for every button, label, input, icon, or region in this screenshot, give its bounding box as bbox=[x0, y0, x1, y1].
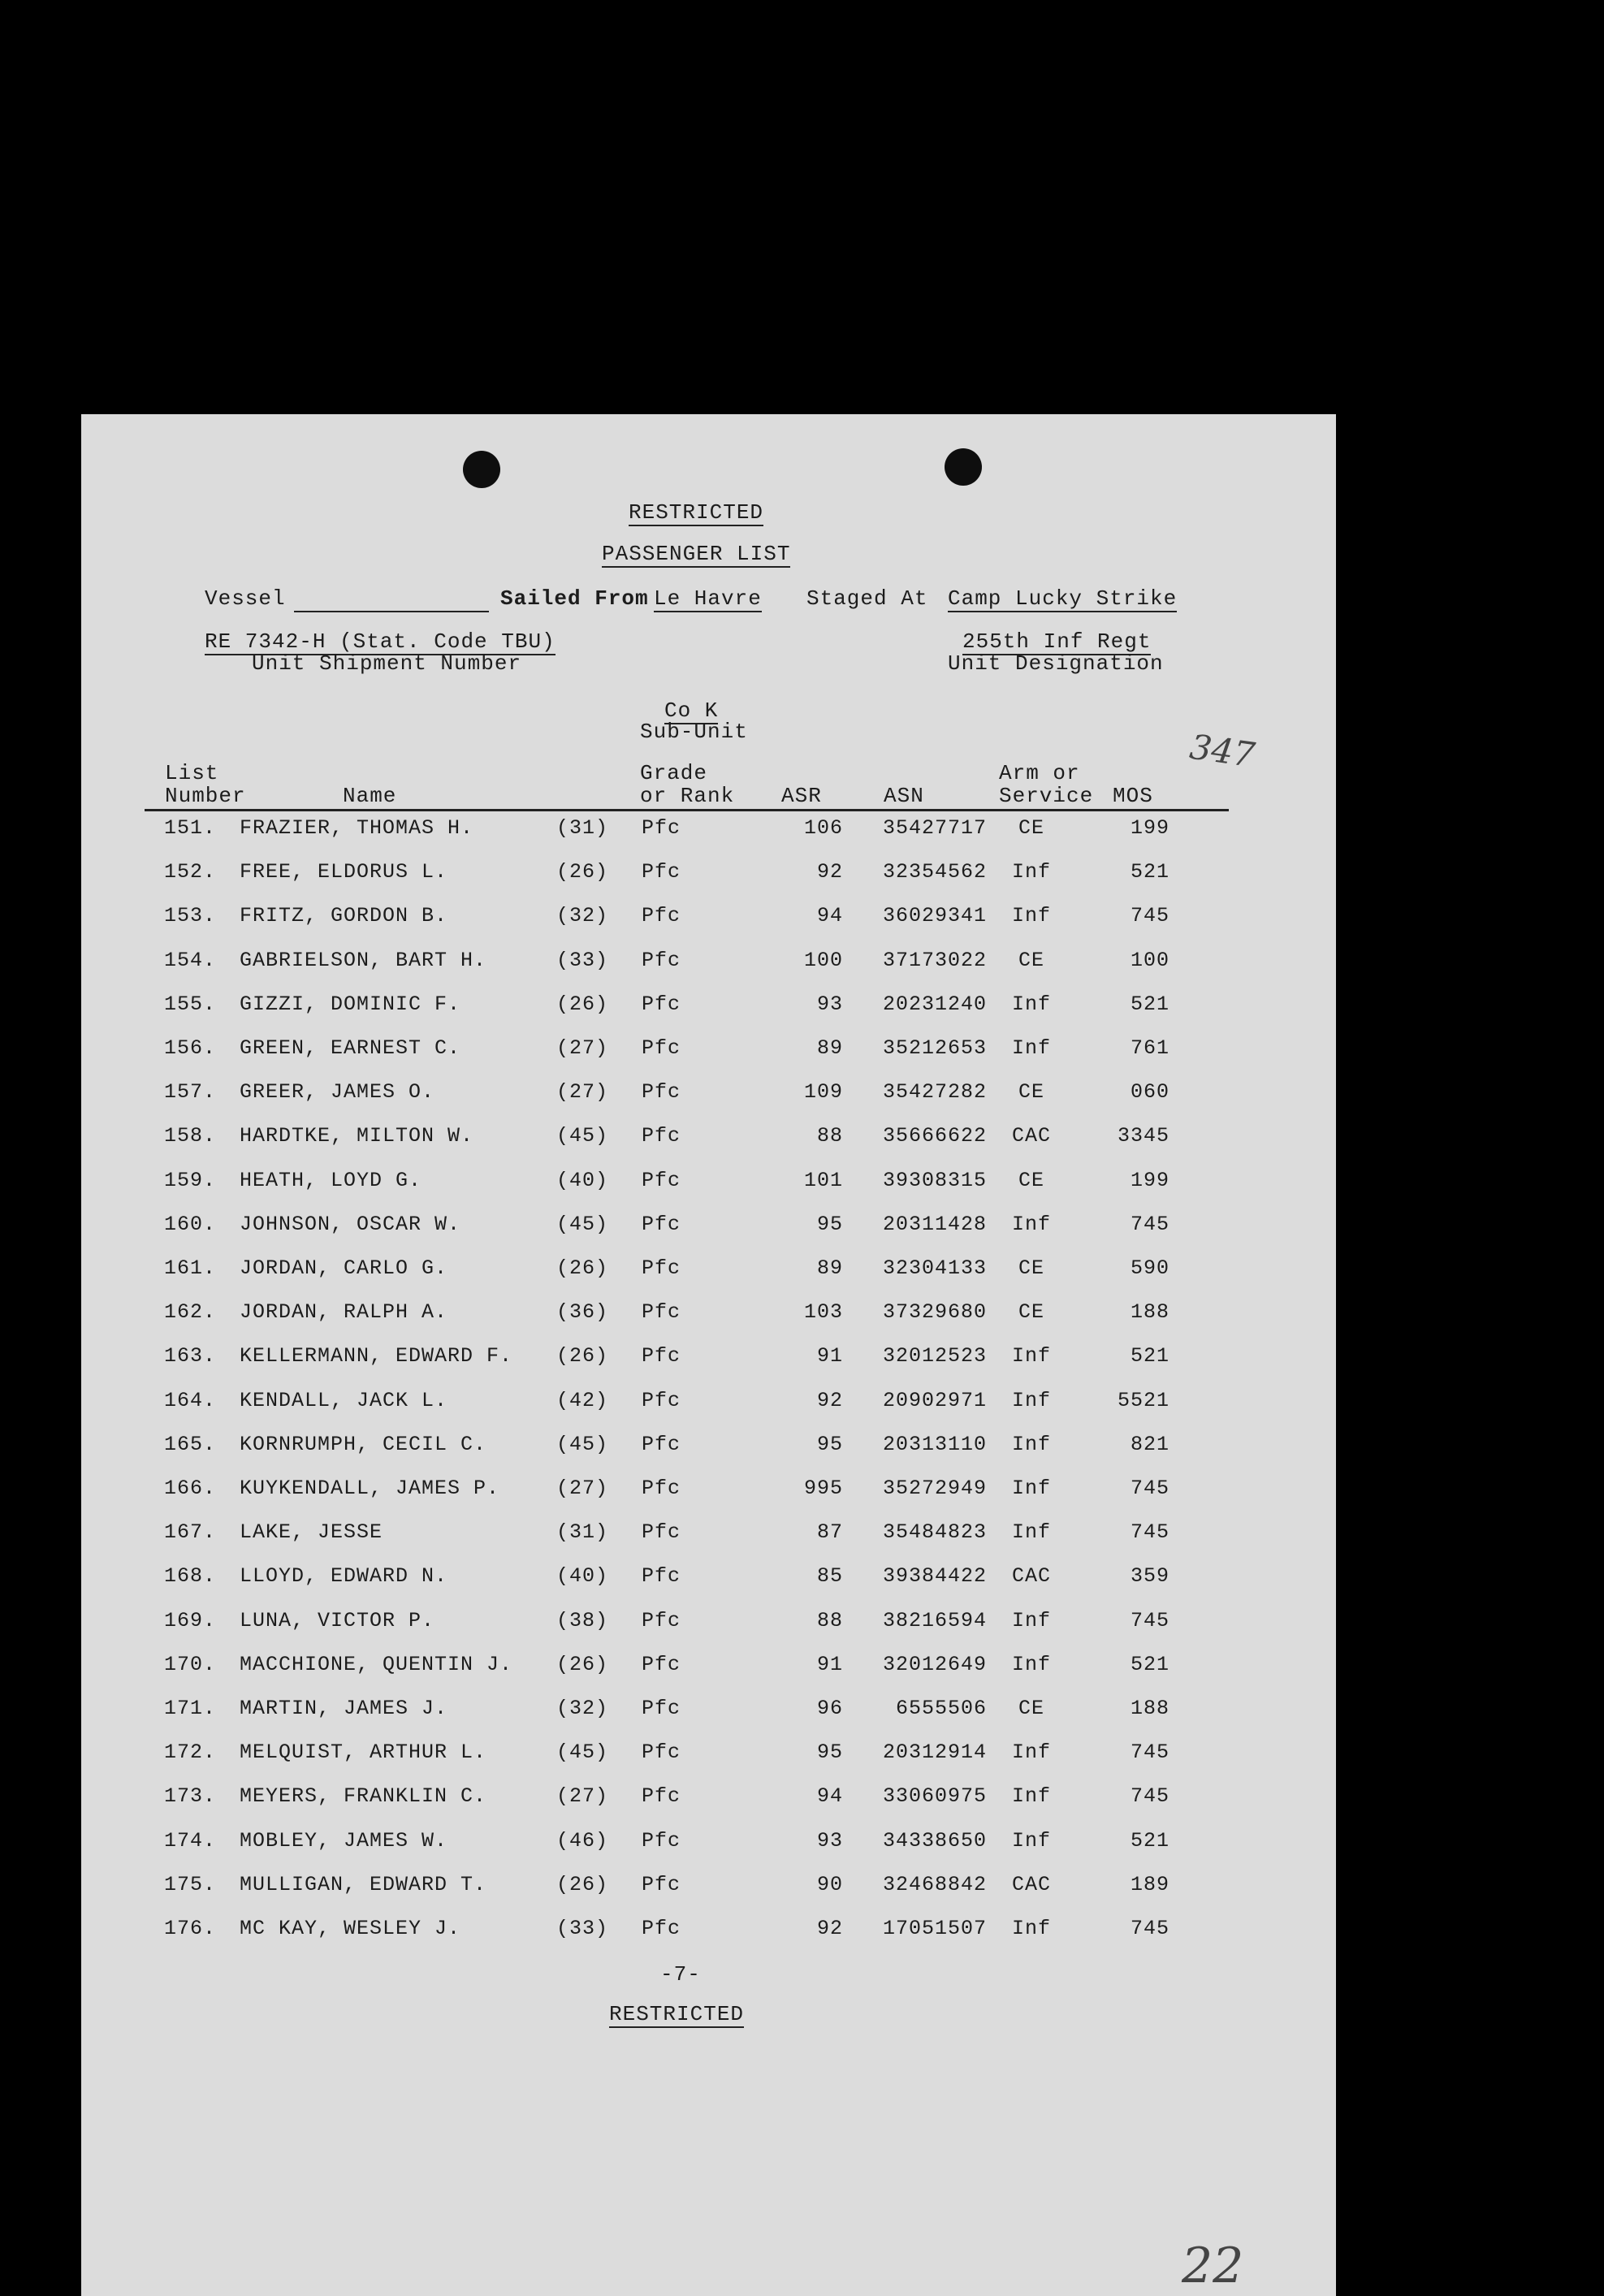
passenger-age: (40) bbox=[556, 1168, 609, 1192]
sailed-value: Le Havre bbox=[654, 586, 762, 611]
arm-service: CE bbox=[1018, 816, 1044, 840]
list-number: 155. bbox=[163, 992, 216, 1016]
passenger-age: (38) bbox=[556, 1608, 609, 1632]
passenger-name: JORDAN, RALPH A. bbox=[240, 1300, 448, 1325]
asr-score: 109 bbox=[803, 1080, 843, 1105]
asn-serial: 6555506 bbox=[895, 1697, 987, 1720]
list-number: 158. bbox=[163, 1124, 216, 1148]
asn-serial: 20311428 bbox=[882, 1212, 987, 1236]
list-number: 152. bbox=[163, 860, 216, 884]
table-row bbox=[81, 1829, 1336, 1861]
asn-serial: 32354562 bbox=[882, 860, 987, 884]
list-number: 157. bbox=[163, 1080, 216, 1105]
asn-serial: 39384422 bbox=[882, 1564, 987, 1589]
mos-code: 745 bbox=[1130, 904, 1169, 928]
list-number: 167. bbox=[163, 1520, 216, 1545]
passenger-name: LAKE, JESSE bbox=[240, 1520, 383, 1545]
asr-score: 95 bbox=[816, 1432, 843, 1456]
list-number: 151. bbox=[163, 816, 216, 840]
table-row bbox=[81, 816, 1336, 849]
arm-service: Inf bbox=[1011, 1212, 1051, 1236]
passenger-age: (45) bbox=[556, 1212, 609, 1236]
passenger-age: (27) bbox=[556, 1036, 609, 1060]
table-row bbox=[81, 1784, 1336, 1817]
passenger-name: LUNA, VICTOR P. bbox=[240, 1608, 435, 1632]
grade-rank: Pfc bbox=[642, 948, 681, 972]
asn-serial: 35484823 bbox=[882, 1520, 987, 1545]
passenger-name: HEATH, LOYD G. bbox=[240, 1168, 422, 1192]
col-mos: MOS bbox=[1113, 784, 1153, 808]
grade-rank: Pfc bbox=[642, 1344, 681, 1369]
list-number: 163. bbox=[163, 1344, 216, 1369]
grade-rank: Pfc bbox=[642, 1300, 681, 1325]
passenger-age: (45) bbox=[556, 1432, 609, 1456]
passenger-age: (45) bbox=[556, 1124, 609, 1148]
asr-score: 85 bbox=[816, 1564, 843, 1589]
mos-code: 590 bbox=[1130, 1256, 1169, 1280]
table-row bbox=[81, 1433, 1336, 1465]
passenger-name: KENDALL, JACK L. bbox=[240, 1388, 448, 1412]
asn-serial: 39308315 bbox=[882, 1168, 987, 1192]
grade-rank: Pfc bbox=[642, 1124, 681, 1148]
grade-rank: Pfc bbox=[642, 1697, 681, 1720]
arm-service: CE bbox=[1018, 1300, 1044, 1325]
asn-serial: 20231240 bbox=[882, 992, 987, 1016]
punch-hole-left bbox=[463, 451, 500, 488]
passenger-age: (40) bbox=[556, 1564, 609, 1589]
asn-serial: 32304133 bbox=[882, 1256, 987, 1280]
grade-rank: Pfc bbox=[642, 1212, 681, 1236]
arm-service: Inf bbox=[1011, 904, 1051, 928]
list-number: 175. bbox=[163, 1872, 216, 1896]
asn-serial: 32468842 bbox=[882, 1872, 987, 1896]
table-row bbox=[81, 1917, 1336, 1949]
asn-serial: 20312914 bbox=[882, 1740, 987, 1765]
asn-serial: 37173022 bbox=[882, 948, 987, 972]
passenger-age: (27) bbox=[556, 1080, 609, 1105]
asr-score: 92 bbox=[816, 860, 843, 884]
table-row bbox=[81, 1256, 1336, 1289]
grade-rank: Pfc bbox=[642, 1917, 681, 1940]
mos-code: 5521 bbox=[1117, 1388, 1169, 1412]
asn-serial: 36029341 bbox=[882, 904, 987, 928]
table-row bbox=[81, 860, 1336, 893]
list-number: 159. bbox=[163, 1168, 216, 1192]
passenger-age: (26) bbox=[556, 992, 609, 1016]
asr-score: 95 bbox=[816, 1212, 843, 1236]
arm-service: Inf bbox=[1011, 1477, 1051, 1500]
grade-rank: Pfc bbox=[642, 1564, 681, 1589]
passenger-name: MC KAY, WESLEY J. bbox=[240, 1917, 461, 1940]
asn-serial: 35212653 bbox=[882, 1036, 987, 1060]
list-number: 166. bbox=[163, 1477, 216, 1500]
grade-rank: Pfc bbox=[642, 1432, 681, 1456]
mos-code: 189 bbox=[1130, 1872, 1169, 1896]
sub-unit-value: Co K bbox=[664, 698, 719, 723]
passenger-age: (46) bbox=[556, 1828, 609, 1853]
asr-score: 92 bbox=[816, 1388, 843, 1412]
passenger-age: (27) bbox=[556, 1477, 609, 1500]
vessel-value bbox=[294, 586, 489, 612]
grade-rank: Pfc bbox=[642, 992, 681, 1016]
grade-rank: Pfc bbox=[642, 904, 681, 928]
passenger-age: (33) bbox=[556, 1917, 609, 1940]
table-row bbox=[81, 1873, 1336, 1905]
passenger-name: FRAZIER, THOMAS H. bbox=[240, 816, 474, 840]
asr-score: 94 bbox=[816, 904, 843, 928]
passenger-age: (26) bbox=[556, 860, 609, 884]
mos-code: 188 bbox=[1130, 1697, 1169, 1720]
mos-code: 521 bbox=[1130, 1828, 1169, 1853]
mos-code: 745 bbox=[1130, 1740, 1169, 1765]
asn-serial: 20313110 bbox=[882, 1432, 987, 1456]
arm-service: CE bbox=[1018, 1256, 1044, 1280]
arm-service: Inf bbox=[1011, 1520, 1051, 1545]
list-number: 168. bbox=[163, 1564, 216, 1589]
grade-rank: Pfc bbox=[642, 1036, 681, 1060]
passenger-name: KORNRUMPH, CECIL C. bbox=[240, 1432, 487, 1456]
document-title: PASSENGER LIST bbox=[602, 542, 791, 566]
grade-rank: Pfc bbox=[642, 860, 681, 884]
table-row bbox=[81, 1124, 1336, 1157]
mos-code: 745 bbox=[1130, 1784, 1169, 1809]
list-number: 154. bbox=[163, 948, 216, 972]
passenger-age: (33) bbox=[556, 948, 609, 972]
passenger-age: (27) bbox=[556, 1784, 609, 1809]
sub-unit-label: Sub-Unit bbox=[640, 720, 748, 744]
grade-rank: Pfc bbox=[642, 1652, 681, 1676]
mos-code: 745 bbox=[1130, 1917, 1169, 1940]
arm-service: Inf bbox=[1011, 1432, 1051, 1456]
list-number: 153. bbox=[163, 904, 216, 928]
table-row bbox=[81, 1389, 1336, 1421]
mos-code: 745 bbox=[1130, 1520, 1169, 1545]
table-row bbox=[81, 1520, 1336, 1553]
unit-designation-value: 255th Inf Regt bbox=[962, 629, 1152, 654]
asn-serial: 35272949 bbox=[882, 1477, 987, 1500]
col-list-line2: Number bbox=[165, 784, 246, 808]
mos-code: 199 bbox=[1130, 816, 1169, 840]
col-arm-line2: Service bbox=[999, 784, 1094, 808]
arm-service: CAC bbox=[1011, 1124, 1051, 1148]
list-number: 156. bbox=[163, 1036, 216, 1060]
asr-score: 103 bbox=[803, 1300, 843, 1325]
table-row bbox=[81, 992, 1336, 1025]
table-row bbox=[81, 1697, 1336, 1729]
asn-serial: 33060975 bbox=[882, 1784, 987, 1809]
col-grade-line1: Grade bbox=[640, 761, 708, 785]
list-number: 171. bbox=[163, 1697, 216, 1720]
asn-serial: 35427717 bbox=[882, 816, 987, 840]
asn-serial: 37329680 bbox=[882, 1300, 987, 1325]
shipment-number-value: RE 7342-H (Stat. Code TBU) bbox=[205, 629, 556, 654]
arm-service: CE bbox=[1018, 1080, 1044, 1105]
vessel-label: Vessel bbox=[205, 586, 286, 611]
mos-code: 521 bbox=[1130, 860, 1169, 884]
mos-code: 745 bbox=[1130, 1212, 1169, 1236]
arm-service: Inf bbox=[1011, 992, 1051, 1016]
passenger-name: GREEN, EARNEST C. bbox=[240, 1036, 461, 1060]
punch-hole-right bbox=[945, 448, 982, 486]
document-page bbox=[81, 414, 1336, 2296]
asr-score: 93 bbox=[816, 1828, 843, 1853]
staged-label: Staged At bbox=[806, 586, 928, 611]
arm-service: CAC bbox=[1011, 1564, 1051, 1589]
asn-serial: 38216594 bbox=[882, 1608, 987, 1632]
asr-score: 92 bbox=[816, 1917, 843, 1940]
grade-rank: Pfc bbox=[642, 1256, 681, 1280]
mos-code: 521 bbox=[1130, 1652, 1169, 1676]
arm-service: CE bbox=[1018, 1697, 1044, 1720]
passenger-name: MELQUIST, ARTHUR L. bbox=[240, 1740, 487, 1765]
arm-service: Inf bbox=[1011, 1828, 1051, 1853]
grade-rank: Pfc bbox=[642, 1608, 681, 1632]
asr-score: 88 bbox=[816, 1124, 843, 1148]
grade-rank: Pfc bbox=[642, 1784, 681, 1809]
asr-score: 89 bbox=[816, 1036, 843, 1060]
arm-service: Inf bbox=[1011, 1388, 1051, 1412]
passenger-name: JOHNSON, OSCAR W. bbox=[240, 1212, 461, 1236]
passenger-name: KELLERMANN, EDWARD F. bbox=[240, 1344, 513, 1369]
grade-rank: Pfc bbox=[642, 1477, 681, 1500]
passenger-name: FREE, ELDORUS L. bbox=[240, 860, 448, 884]
mos-code: 3345 bbox=[1117, 1124, 1169, 1148]
passenger-name: MULLIGAN, EDWARD T. bbox=[240, 1872, 487, 1896]
col-list-line1: List bbox=[165, 761, 219, 785]
corner-handwritten-mark: 22 bbox=[1182, 2238, 1244, 2294]
list-number: 161. bbox=[163, 1256, 216, 1280]
mos-code: 060 bbox=[1130, 1080, 1169, 1105]
classification-bottom: RESTRICTED bbox=[609, 2002, 745, 2026]
table-row bbox=[81, 1080, 1336, 1113]
grade-rank: Pfc bbox=[642, 1168, 681, 1192]
passenger-name: FRITZ, GORDON B. bbox=[240, 904, 448, 928]
table-row bbox=[81, 1740, 1336, 1773]
mos-code: 188 bbox=[1130, 1300, 1169, 1325]
grade-rank: Pfc bbox=[642, 1080, 681, 1105]
mos-code: 199 bbox=[1130, 1168, 1169, 1192]
asr-score: 96 bbox=[816, 1697, 843, 1720]
asr-score: 100 bbox=[803, 948, 843, 972]
asr-score: 94 bbox=[816, 1784, 843, 1809]
arm-service: Inf bbox=[1011, 1784, 1051, 1809]
table-row bbox=[81, 1036, 1336, 1069]
list-number: 162. bbox=[163, 1300, 216, 1325]
mos-code: 745 bbox=[1130, 1477, 1169, 1500]
table-row bbox=[81, 1169, 1336, 1201]
arm-service: Inf bbox=[1011, 1652, 1051, 1676]
passenger-name: KUYKENDALL, JAMES P. bbox=[240, 1477, 500, 1500]
table-row bbox=[81, 1344, 1336, 1377]
staged-value: Camp Lucky Strike bbox=[948, 586, 1178, 611]
table-row bbox=[81, 1564, 1336, 1597]
asr-score: 89 bbox=[816, 1256, 843, 1280]
passenger-name: GREER, JAMES O. bbox=[240, 1080, 435, 1105]
grade-rank: Pfc bbox=[642, 816, 681, 840]
asn-serial: 17051507 bbox=[882, 1917, 987, 1940]
arm-service: Inf bbox=[1011, 1740, 1051, 1765]
passenger-name: GIZZI, DOMINIC F. bbox=[240, 992, 461, 1016]
header-rule bbox=[145, 809, 1229, 811]
sailed-label: Sailed From bbox=[500, 586, 649, 611]
asn-serial: 35666622 bbox=[882, 1124, 987, 1148]
page-number: -7- bbox=[660, 1962, 701, 1987]
mos-code: 821 bbox=[1130, 1432, 1169, 1456]
passenger-age: (45) bbox=[556, 1740, 609, 1765]
mos-code: 521 bbox=[1130, 992, 1169, 1016]
passenger-age: (26) bbox=[556, 1872, 609, 1896]
grade-rank: Pfc bbox=[642, 1388, 681, 1412]
list-number: 169. bbox=[163, 1608, 216, 1632]
arm-service: Inf bbox=[1011, 1608, 1051, 1632]
arm-service: Inf bbox=[1011, 860, 1051, 884]
handwritten-number: 347 bbox=[1187, 726, 1258, 776]
passenger-age: (26) bbox=[556, 1652, 609, 1676]
unit-designation-label: Unit Designation bbox=[948, 651, 1164, 676]
table-row bbox=[81, 949, 1336, 981]
asn-serial: 20902971 bbox=[882, 1388, 987, 1412]
list-number: 165. bbox=[163, 1432, 216, 1456]
table-row bbox=[81, 1609, 1336, 1641]
list-number: 176. bbox=[163, 1917, 216, 1940]
grade-rank: Pfc bbox=[642, 1740, 681, 1765]
table-row bbox=[81, 1300, 1336, 1333]
asr-score: 995 bbox=[803, 1477, 843, 1500]
asr-score: 90 bbox=[816, 1872, 843, 1896]
col-asr: ASR bbox=[781, 784, 822, 808]
table-row bbox=[81, 1653, 1336, 1685]
grade-rank: Pfc bbox=[642, 1520, 681, 1545]
list-number: 174. bbox=[163, 1828, 216, 1853]
col-asn: ASN bbox=[884, 784, 924, 808]
list-number: 160. bbox=[163, 1212, 216, 1236]
shipment-number-label: Unit Shipment Number bbox=[252, 651, 522, 676]
asr-score: 91 bbox=[816, 1652, 843, 1676]
classification-top: RESTRICTED bbox=[629, 500, 764, 525]
asn-serial: 35427282 bbox=[882, 1080, 987, 1105]
mos-code: 359 bbox=[1130, 1564, 1169, 1589]
table-row bbox=[81, 1477, 1336, 1509]
asr-score: 88 bbox=[816, 1608, 843, 1632]
arm-service: CAC bbox=[1011, 1872, 1051, 1896]
passenger-age: (36) bbox=[556, 1300, 609, 1325]
mos-code: 100 bbox=[1130, 948, 1169, 972]
passenger-name: HARDTKE, MILTON W. bbox=[240, 1124, 474, 1148]
list-number: 173. bbox=[163, 1784, 216, 1809]
list-number: 170. bbox=[163, 1652, 216, 1676]
arm-service: Inf bbox=[1011, 1344, 1051, 1369]
arm-service: CE bbox=[1018, 1168, 1044, 1192]
asn-serial: 34338650 bbox=[882, 1828, 987, 1853]
table-row bbox=[81, 1213, 1336, 1245]
asn-serial: 32012649 bbox=[882, 1652, 987, 1676]
asr-score: 95 bbox=[816, 1740, 843, 1765]
list-number: 164. bbox=[163, 1388, 216, 1412]
grade-rank: Pfc bbox=[642, 1828, 681, 1853]
asr-score: 87 bbox=[816, 1520, 843, 1545]
passenger-name: MOBLEY, JAMES W. bbox=[240, 1828, 448, 1853]
col-arm-line1: Arm or bbox=[999, 761, 1080, 785]
list-number: 172. bbox=[163, 1740, 216, 1765]
mos-code: 745 bbox=[1130, 1608, 1169, 1632]
passenger-name: LLOYD, EDWARD N. bbox=[240, 1564, 448, 1589]
passenger-name: MACCHIONE, QUENTIN J. bbox=[240, 1652, 513, 1676]
mos-code: 761 bbox=[1130, 1036, 1169, 1060]
passenger-age: (32) bbox=[556, 904, 609, 928]
arm-service: Inf bbox=[1011, 1917, 1051, 1940]
passenger-age: (32) bbox=[556, 1697, 609, 1720]
asr-score: 91 bbox=[816, 1344, 843, 1369]
asr-score: 106 bbox=[803, 816, 843, 840]
asr-score: 101 bbox=[803, 1168, 843, 1192]
asn-serial: 32012523 bbox=[882, 1344, 987, 1369]
passenger-age: (42) bbox=[556, 1388, 609, 1412]
table-row bbox=[81, 904, 1336, 936]
mos-code: 521 bbox=[1130, 1344, 1169, 1369]
passenger-name: JORDAN, CARLO G. bbox=[240, 1256, 448, 1280]
passenger-name: MEYERS, FRANKLIN C. bbox=[240, 1784, 487, 1809]
passenger-age: (31) bbox=[556, 816, 609, 840]
arm-service: Inf bbox=[1011, 1036, 1051, 1060]
passenger-age: (26) bbox=[556, 1344, 609, 1369]
grade-rank: Pfc bbox=[642, 1872, 681, 1896]
arm-service: CE bbox=[1018, 948, 1044, 972]
passenger-age: (26) bbox=[556, 1256, 609, 1280]
passenger-name: GABRIELSON, BART H. bbox=[240, 948, 487, 972]
col-name: Name bbox=[343, 784, 397, 808]
passenger-age: (31) bbox=[556, 1520, 609, 1545]
col-grade-line2: or Rank bbox=[640, 784, 735, 808]
asr-score: 93 bbox=[816, 992, 843, 1016]
passenger-name: MARTIN, JAMES J. bbox=[240, 1697, 448, 1720]
